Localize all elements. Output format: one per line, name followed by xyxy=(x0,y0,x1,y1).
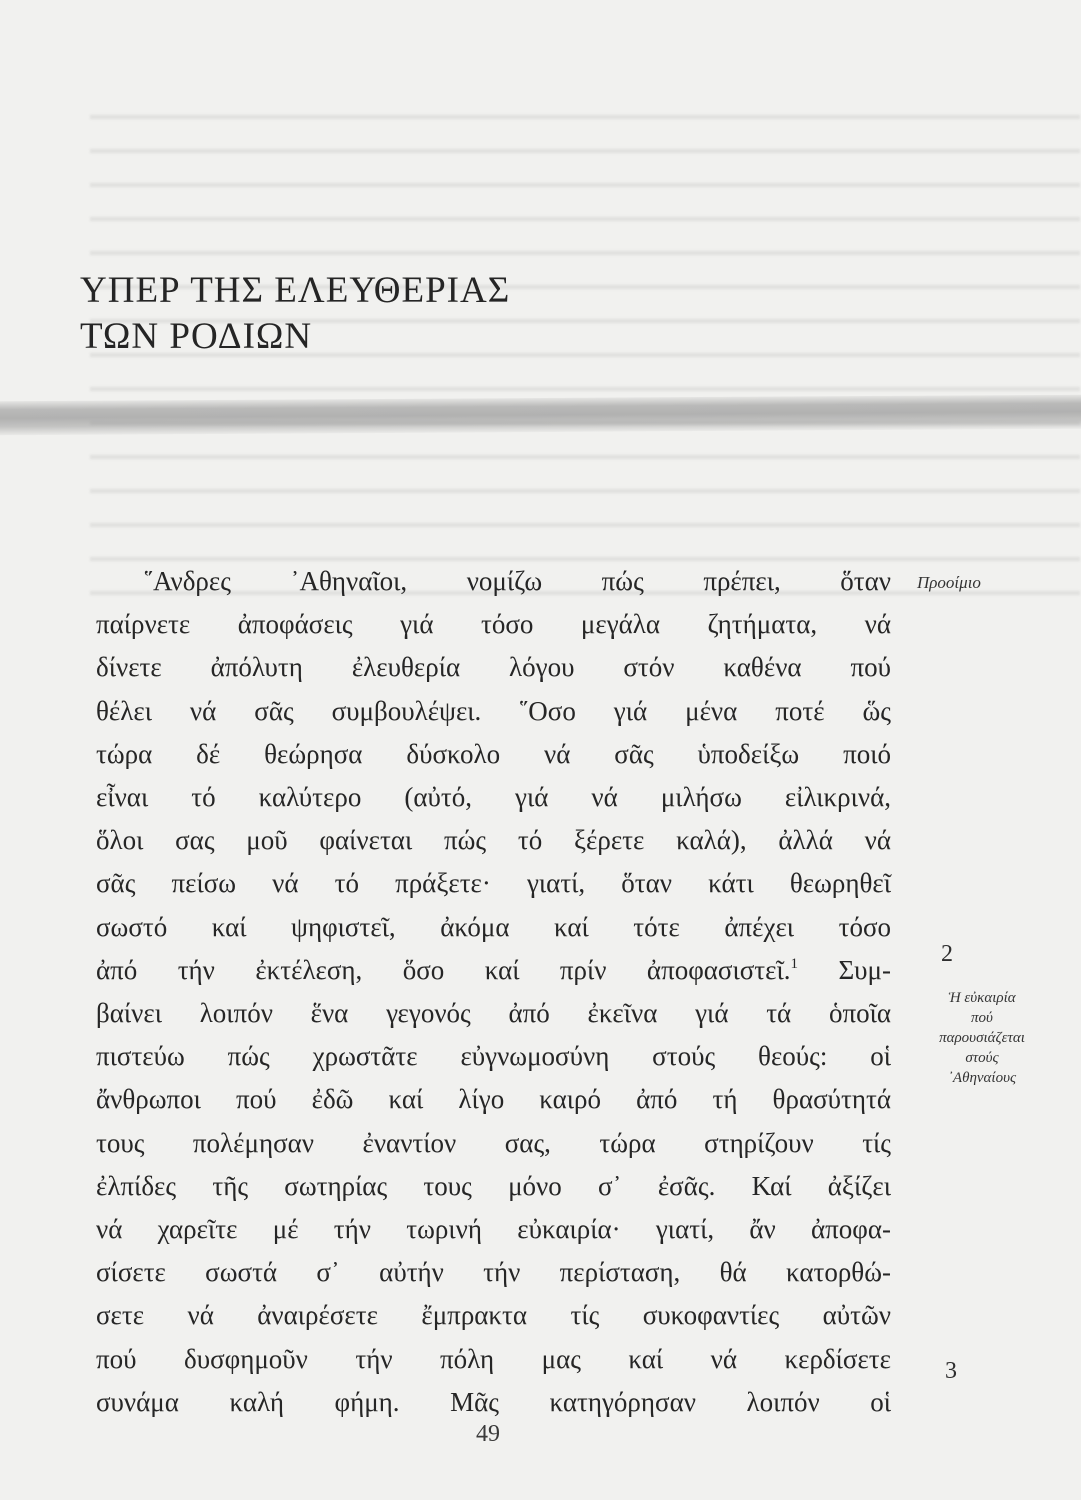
text-line: ὅλοι σας μοῦ φαίνεται πώς τό ξέρετε καλά), ἀλλά νά xyxy=(96,825,891,856)
footnote-marker: 1 xyxy=(790,955,799,972)
margin-note-line: παρουσιάζεται xyxy=(939,1030,1025,1046)
text-line-tail: Συμ- xyxy=(798,954,891,985)
text-line: ῞Ανδρες ᾿Αθηναῖοι, νομίζω πώς πρέπει, ὅταν xyxy=(144,566,891,596)
text-line: ἐλπίδες τῆς σωτηρίας τους μόνο σ᾿ ἐσᾶς. Καί ἀξίζει xyxy=(96,1170,891,1201)
text-line: δίνετε ἀπόλυτη ἐλευθερία λόγου στόν καθένα πού xyxy=(96,652,891,683)
text-line: τώρα δέ θεώρησα δύσκολο νά σᾶς ὑποδείξω ποιό xyxy=(96,738,891,769)
chapter-title-line-1: ΥΠΕΡ ΤΗΣ ΕΛΕΥΘΕΡΙΑΣ xyxy=(80,270,511,311)
text-line-with-footnote xyxy=(96,949,891,992)
text-line: σωστό καί ψηφιστεῖ, ἀκόμα καί τότε ἀπέχει τόσο xyxy=(96,911,891,942)
section-divider-band xyxy=(0,395,1081,436)
margin-note-line: ᾿Αθηναίους xyxy=(947,1070,1017,1086)
text-line: σᾶς πείσω νά τό πράξετε· γιατί, ὅταν κάτι θεωρηθεῖ xyxy=(96,868,891,899)
text-line: βαίνει λοιπόν ἕνα γεγονός ἀπό ἐκεῖνα γιά τά ὁποῖα xyxy=(96,998,891,1029)
margin-note-line: Ἡ εὐκαιρία xyxy=(948,990,1016,1006)
margin-note-line: πού xyxy=(971,1010,993,1026)
body-paragraph xyxy=(96,560,891,1424)
text-line: πιστεύω πώς χρωστᾶτε εὐγνωμοσύνη στούς θεούς: οἱ xyxy=(96,1041,891,1072)
margin-note-line: στούς xyxy=(965,1050,999,1066)
text-line-start: ἀπό τήν ἐκτέλεση, ὅσο καί πρίν ἀποφασιστεῖ. xyxy=(96,954,791,985)
chapter-title xyxy=(80,268,510,360)
text-line: σετε νά ἀναιρέσετε ἔμπρακτα τίς συκοφαντίες αὐτῶν xyxy=(96,1300,891,1331)
margin-section-number-3: 3 xyxy=(945,1358,957,1384)
text-line: ἄνθρωποι πού ἐδῶ καί λίγο καιρό ἀπό τή θρασύτητά xyxy=(96,1084,891,1115)
page-number: 49 xyxy=(476,1421,500,1447)
text-line: θέλει νά σᾶς συμβουλέψει. ῞Οσο γιά μένα ποτέ ὥς xyxy=(96,695,891,726)
chapter-title-line-2: ΤΩΝ ΡΟΔΙΩΝ xyxy=(80,316,313,357)
text-line: συνάμα καλή φήμη. Μᾶς κατηγόρησαν λοιπόν οἱ xyxy=(96,1386,891,1417)
margin-section-number-2: 2 xyxy=(941,941,953,967)
text-line: νά χαρεῖτε μέ τήν τωρινή εὐκαιρία· γιατί, ἄν ἀποφα- xyxy=(96,1214,891,1245)
margin-note-eukairia xyxy=(917,988,1047,1088)
text-line: τους πολέμησαν ἐναντίον σας, τώρα στηρίζουν τίς xyxy=(96,1127,891,1158)
text-line: παίρνετε ἀποφάσεις γιά τόσο μεγάλα ζητήματα, νά xyxy=(96,609,891,640)
text-line: σίσετε σωστά σ᾿ αὐτήν τήν περίσταση, θά κατορθώ- xyxy=(96,1257,891,1288)
margin-note-prooimio: Προοίμιο xyxy=(917,573,981,592)
text-line: πού δυσφημοῦν τήν πόλη μας καί νά κερδίσετε xyxy=(96,1343,891,1374)
text-line: εἶναι τό καλύτερο (αὐτό, γιά νά μιλήσω εἰλικρινά, xyxy=(96,782,891,813)
